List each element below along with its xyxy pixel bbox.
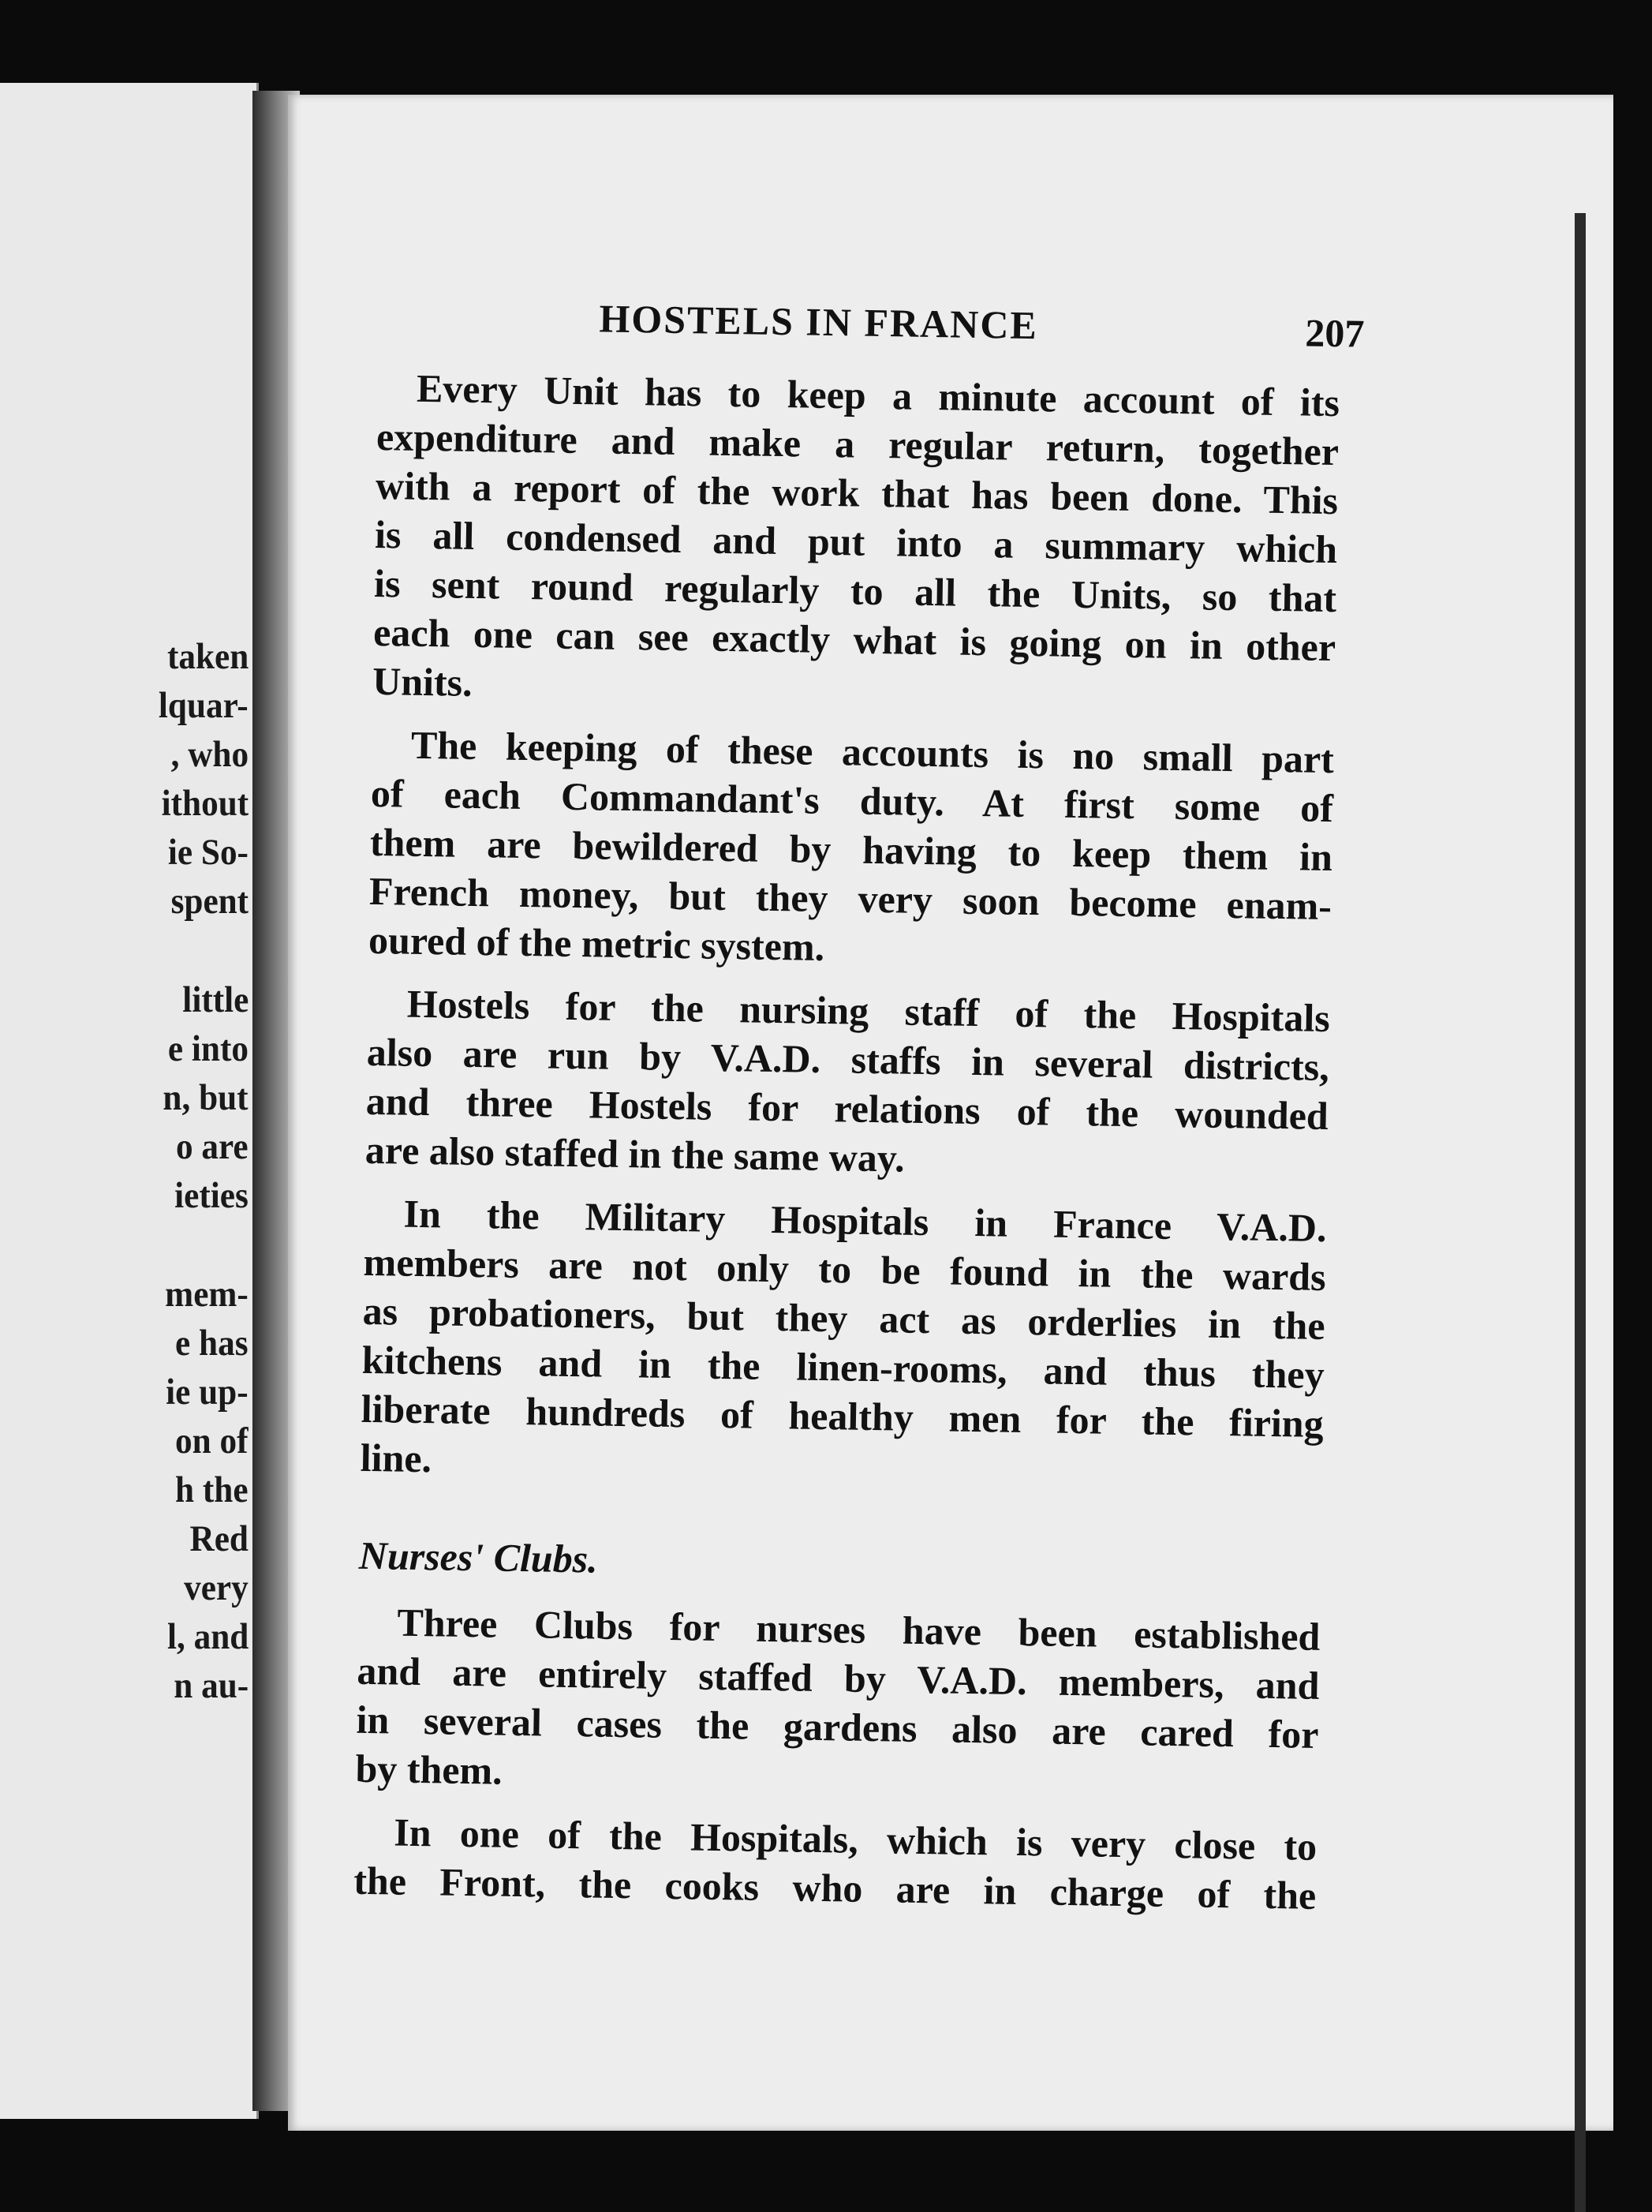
left-fragment: o are xyxy=(176,1126,249,1167)
left-fragment: ie up- xyxy=(166,1372,249,1413)
paragraph-nurses-clubs xyxy=(355,1597,1321,1808)
text-line: also are run by V.A.D. staffs in several districts, xyxy=(366,1029,1330,1090)
text-line: with a report of the work that has been done. This xyxy=(375,462,1339,523)
running-header xyxy=(378,292,1365,378)
left-fragment: spent xyxy=(170,881,249,922)
left-fragment: lquar- xyxy=(159,685,249,726)
page-number: 207 xyxy=(1304,310,1365,356)
left-fragment: l, and xyxy=(166,1616,249,1657)
text-line: In the Military Hospitals in France V.A.D. xyxy=(403,1191,1327,1251)
text-line: In one of the Hospitals, which is very close to xyxy=(393,1810,1317,1869)
right-page xyxy=(288,95,1613,2131)
text-line: Units. xyxy=(372,658,473,705)
paragraph-military-hospitals xyxy=(360,1188,1327,1497)
text-line: them are bewildered by having to keep them in xyxy=(369,819,1333,880)
text-line: each one can see exactly what is going on in other xyxy=(372,609,1336,670)
left-fragment: Red xyxy=(189,1518,249,1559)
left-fragment: h the xyxy=(175,1469,249,1510)
left-fragment: taken xyxy=(166,636,249,677)
text-line: by them. xyxy=(355,1746,503,1793)
paragraph-hostels-nursing-staff xyxy=(364,979,1330,1189)
text-line: Hostels for the nursing staff of the Hospitals xyxy=(406,981,1331,1041)
text-line: liberate hundreds of healthy men for the firing xyxy=(361,1386,1325,1446)
left-fragment: ie So- xyxy=(167,832,249,873)
left-fragment: e has xyxy=(175,1323,249,1364)
text-line: in several cases the gardens also are cared for xyxy=(356,1697,1319,1757)
text-line: The keeping of these accounts is no small part xyxy=(410,722,1335,782)
left-fragment: ieties xyxy=(174,1175,249,1216)
page-body xyxy=(353,292,1365,1920)
left-fragment: e into xyxy=(167,1028,249,1069)
left-fragment: , who xyxy=(170,734,249,775)
text-line: Every Unit has to keep a minute account of its xyxy=(416,365,1340,425)
text-line: French money, but they very soon become enam- xyxy=(368,868,1332,929)
text-line: and three Hostels for relations of the wounded xyxy=(365,1078,1329,1139)
text-line: is all condensed and put into a summary which xyxy=(374,511,1338,572)
text-line: as probationers, but they act as orderlies in the xyxy=(362,1288,1326,1349)
left-fragment: n, but xyxy=(163,1077,249,1118)
text-line: members are not only to be found in the wards xyxy=(363,1239,1326,1300)
text-line: are also staffed in the same way. xyxy=(364,1127,906,1181)
text-line: the Front, the cooks who are in charge of the xyxy=(353,1858,1317,1918)
text-line: line. xyxy=(360,1435,432,1481)
left-fragment: ithout xyxy=(161,783,249,824)
text-line: is sent round regularly to all the Units, so that xyxy=(373,560,1337,621)
text-line: Three Clubs for nurses have been established xyxy=(397,1600,1321,1659)
paragraph-unit-accounts xyxy=(372,363,1340,720)
text-line: expenditure and make a regular return, together xyxy=(376,414,1340,474)
text-line: kitchens and in the linen-rooms, and thus they xyxy=(361,1337,1325,1397)
paragraph-hospital-front xyxy=(353,1807,1317,1920)
section-heading: Nurses' Clubs. xyxy=(358,1533,599,1581)
left-fragment: very xyxy=(184,1567,249,1608)
running-title: HOSTELS IN FRANCE xyxy=(599,296,1039,348)
left-fragment: little xyxy=(181,979,249,1020)
left-fragment: n au- xyxy=(174,1665,249,1706)
left-fragment: on of xyxy=(175,1420,249,1462)
left-facing-page xyxy=(0,83,259,2119)
left-fragment: mem- xyxy=(165,1274,249,1315)
text-line: oured of the metric system. xyxy=(368,917,825,969)
text-line: of each Commandant's duty. At first some of xyxy=(370,770,1334,831)
paragraph-keeping-accounts xyxy=(368,720,1335,979)
page-edge-shadow xyxy=(1575,213,1586,2212)
text-line: and are entirely staffed by V.A.D. members, and xyxy=(357,1648,1320,1708)
